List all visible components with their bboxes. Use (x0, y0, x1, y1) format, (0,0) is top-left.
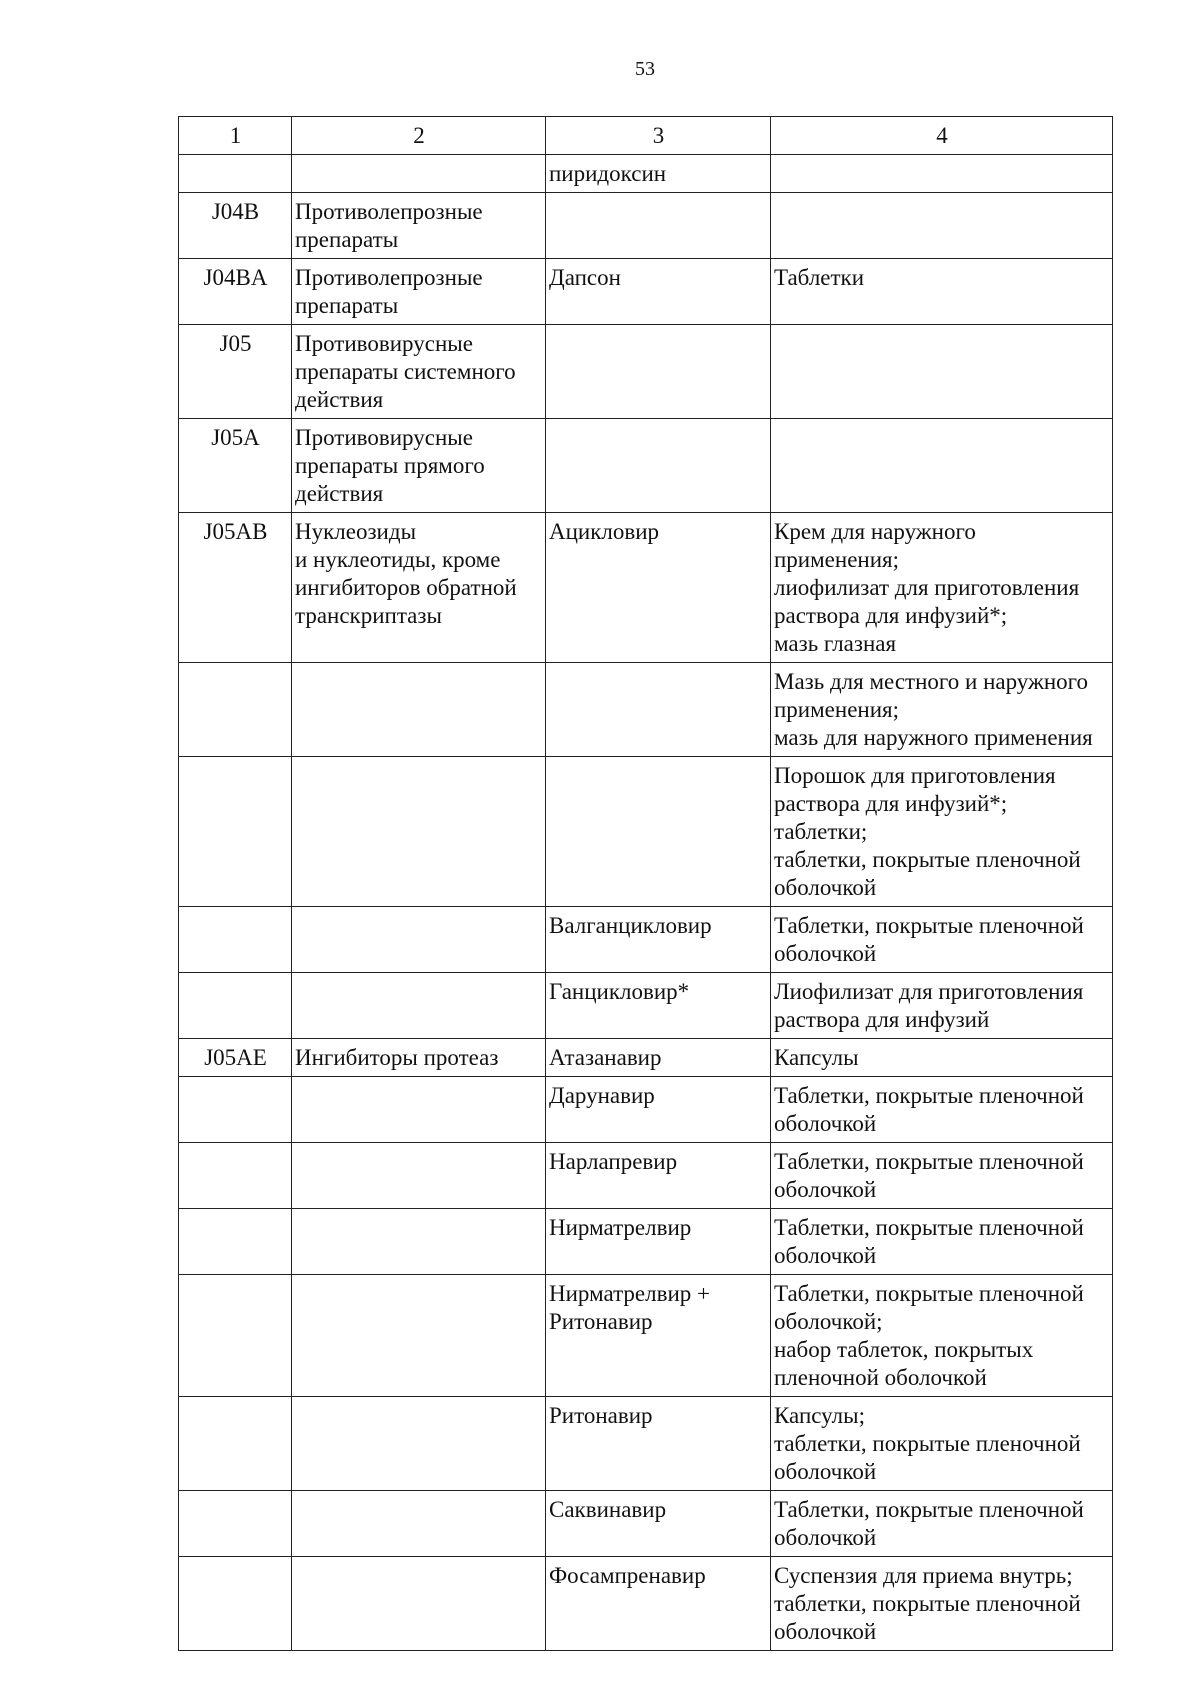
group-name-cell (292, 757, 546, 907)
atc-code-cell: J05A (179, 419, 292, 513)
group-name-cell: Противовирусные препараты прямого действия (292, 419, 546, 513)
dosage-form-cell: Суспензия для приема внутрь; таблетки, покрытые пленочной оболочкой (771, 1557, 1113, 1651)
atc-code-cell: J05 (179, 325, 292, 419)
group-name-cell (292, 973, 546, 1039)
dosage-form-cell: Мазь для местного и наружного применения; мазь для наружного применения (771, 663, 1113, 757)
drug-name-cell (546, 757, 771, 907)
atc-code-cell: J05AB (179, 513, 292, 663)
header-cell: 1 (179, 117, 292, 155)
dosage-form-cell: Таблетки, покрытые пленочной оболочкой (771, 1209, 1113, 1275)
dosage-form-cell: Таблетки, покрытые пленочной оболочкой (771, 907, 1113, 973)
dosage-form-cell: Таблетки (771, 259, 1113, 325)
group-name-cell (292, 1397, 546, 1491)
group-name-cell (292, 907, 546, 973)
atc-code-cell (179, 1077, 292, 1143)
atc-code-cell (179, 1209, 292, 1275)
group-name-cell (292, 1557, 546, 1651)
dosage-form-cell: Таблетки, покрытые пленочной оболочкой (771, 1491, 1113, 1557)
dosage-form-cell (771, 155, 1113, 193)
dosage-form-cell (771, 325, 1113, 419)
drug-name-cell: Нарлапревир (546, 1143, 771, 1209)
drug-name-cell (546, 325, 771, 419)
drug-name-cell: Нирматрелвир + Ритонавир (546, 1275, 771, 1397)
atc-code-cell: J04B (179, 193, 292, 259)
dosage-form-cell: Лиофилизат для приготовления раствора для инфузий (771, 973, 1113, 1039)
atc-code-cell: J04BA (179, 259, 292, 325)
header-cell: 4 (771, 117, 1113, 155)
group-name-cell: Нуклеозиды и нуклеотиды, кроме ингибиторов обратной транскриптазы (292, 513, 546, 663)
drug-name-cell: Ганцикловир* (546, 973, 771, 1039)
group-name-cell (292, 1275, 546, 1397)
atc-code-cell (179, 1275, 292, 1397)
dosage-form-cell: Таблетки, покрытые пленочной оболочкой (771, 1143, 1113, 1209)
group-name-cell (292, 1143, 546, 1209)
table-row (179, 1039, 1113, 1077)
table-row (179, 757, 1113, 907)
group-name-cell: Противовирусные препараты системного действия (292, 325, 546, 419)
atc-code-cell: J05AE (179, 1039, 292, 1077)
atc-code-cell (179, 757, 292, 907)
header-cell: 2 (292, 117, 546, 155)
drug-name-cell: пиридоксин (546, 155, 771, 193)
dosage-form-cell: Порошок для приготовления раствора для инфузий*; таблетки; таблетки, покрытые пленочной оболочкой (771, 757, 1113, 907)
dosage-form-cell: Капсулы (771, 1039, 1113, 1077)
header-cell: 3 (546, 117, 771, 155)
atc-code-cell (179, 1397, 292, 1491)
drug-name-cell: Атазанавир (546, 1039, 771, 1077)
table-row (179, 419, 1113, 513)
table-row (179, 1209, 1113, 1275)
table-row (179, 325, 1113, 419)
atc-code-cell (179, 1557, 292, 1651)
table-header-row (179, 117, 1113, 155)
atc-code-cell (179, 973, 292, 1039)
table-row (179, 1557, 1113, 1651)
table-body (179, 117, 1113, 1651)
dosage-form-cell: Таблетки, покрытые пленочной оболочкой (771, 1077, 1113, 1143)
drug-name-cell: Саквинавир (546, 1491, 771, 1557)
group-name-cell (292, 663, 546, 757)
drug-name-cell: Дапсон (546, 259, 771, 325)
dosage-form-cell: Таблетки, покрытые пленочной оболочкой; набор таблеток, покрытых пленочной оболочкой (771, 1275, 1113, 1397)
drug-name-cell (546, 663, 771, 757)
drug-name-cell (546, 193, 771, 259)
table-row (179, 907, 1113, 973)
table-row (179, 1397, 1113, 1491)
group-name-cell: Ингибиторы протеаз (292, 1039, 546, 1077)
group-name-cell (292, 155, 546, 193)
drug-name-cell: Валганцикловир (546, 907, 771, 973)
drug-name-cell: Дарунавир (546, 1077, 771, 1143)
drug-name-cell: Фосампренавир (546, 1557, 771, 1651)
table-row (179, 973, 1113, 1039)
dosage-form-cell (771, 193, 1113, 259)
atc-code-cell (179, 663, 292, 757)
dosage-form-cell: Капсулы; таблетки, покрытые пленочной оболочкой (771, 1397, 1113, 1491)
drug-name-cell: Ритонавир (546, 1397, 771, 1491)
atc-code-cell (179, 1491, 292, 1557)
drug-name-cell: Нирматрелвир (546, 1209, 771, 1275)
table-row (179, 1491, 1113, 1557)
table-row (179, 155, 1113, 193)
table-row (179, 513, 1113, 663)
drug-name-cell (546, 419, 771, 513)
table-row (179, 1143, 1113, 1209)
group-name-cell (292, 1077, 546, 1143)
drug-name-cell: Ацикловир (546, 513, 771, 663)
dosage-form-cell (771, 419, 1113, 513)
table-row (179, 663, 1113, 757)
page-number: 53 (635, 58, 655, 80)
atc-code-cell (179, 1143, 292, 1209)
dosage-form-cell: Крем для наружного применения; лиофилизат для приготовления раствора для инфузий*; мазь глазная (771, 513, 1113, 663)
table-row (179, 1275, 1113, 1397)
atc-code-cell (179, 155, 292, 193)
group-name-cell: Противолепрозные препараты (292, 259, 546, 325)
group-name-cell: Противолепрозные препараты (292, 193, 546, 259)
table-row (179, 193, 1113, 259)
table-row (179, 259, 1113, 325)
group-name-cell (292, 1209, 546, 1275)
drug-table (178, 116, 1113, 1651)
group-name-cell (292, 1491, 546, 1557)
table-row (179, 1077, 1113, 1143)
atc-code-cell (179, 907, 292, 973)
